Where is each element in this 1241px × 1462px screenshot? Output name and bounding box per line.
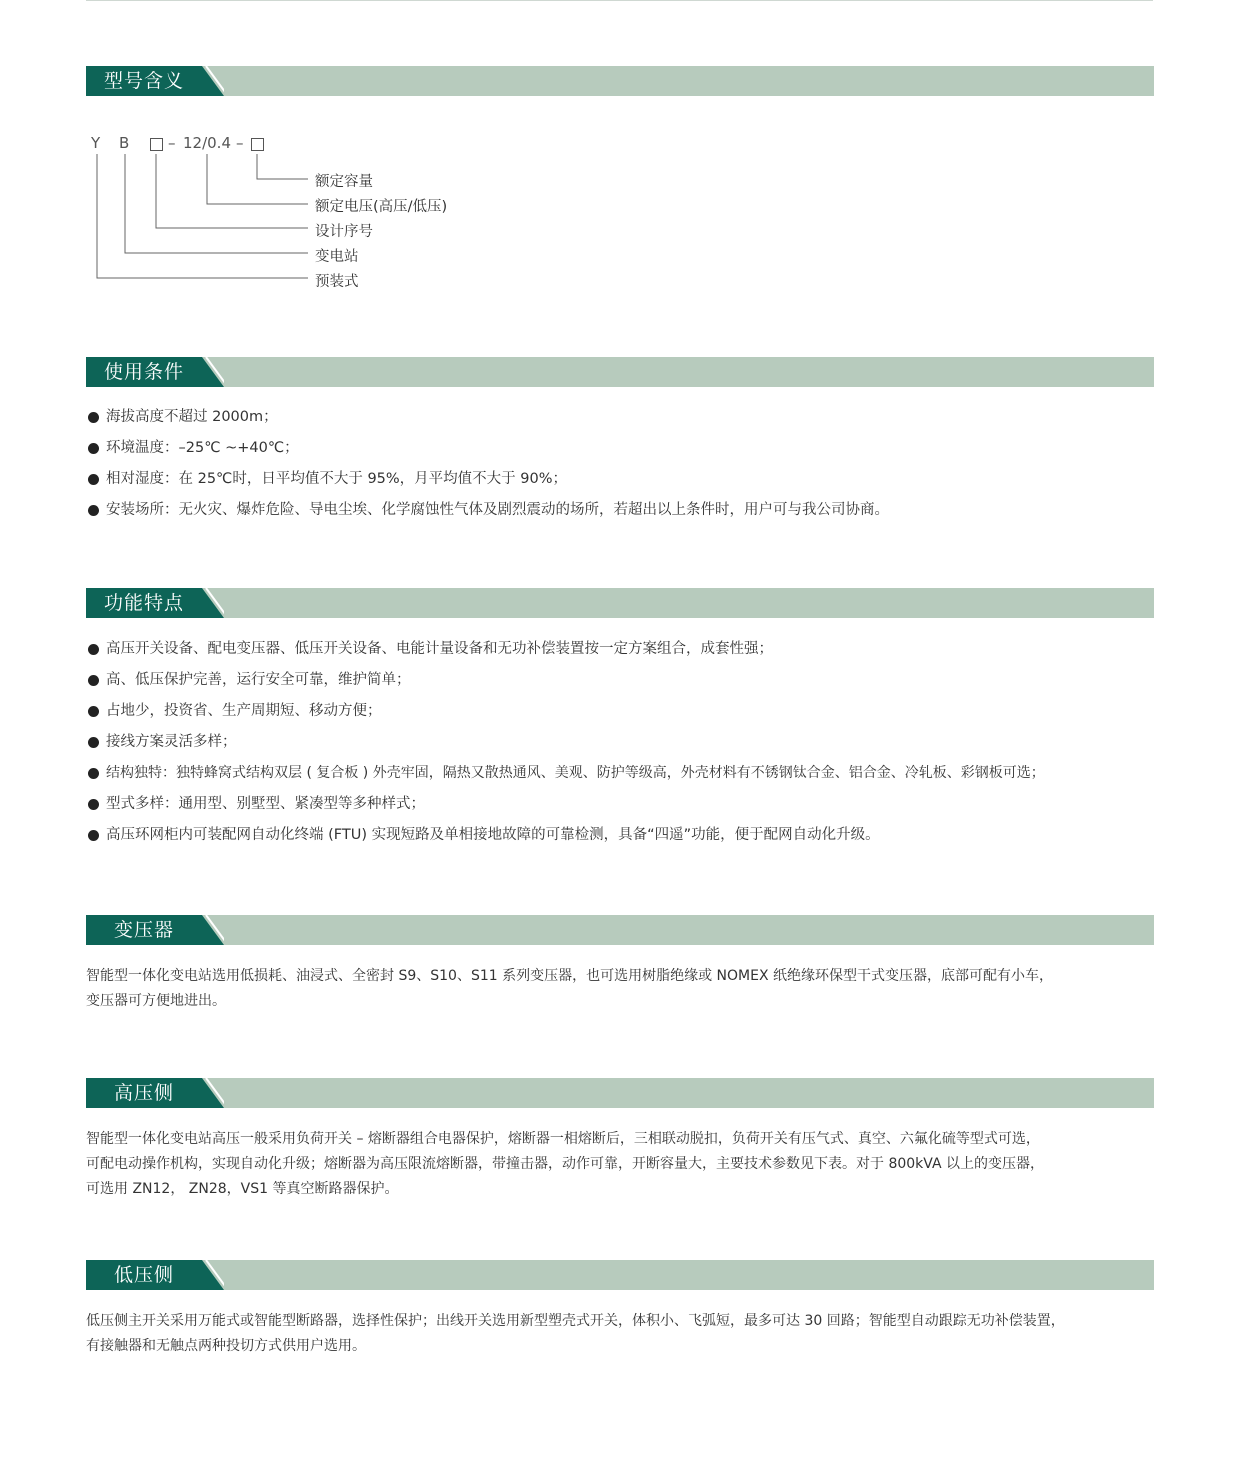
model-designation-diagram	[86, 132, 546, 302]
low-voltage-paragraph	[86, 1309, 1156, 1359]
paragraph-line: 变压器可方便地进出。	[86, 993, 226, 1009]
model-code-box-design	[150, 138, 163, 151]
transformer-paragraph	[86, 964, 1156, 1014]
model-code-dash: –	[168, 134, 176, 152]
paragraph-line: 低压侧主开关采用万能式或智能型断路器，选择性保护；出线开关选用新型塑壳式开关，体积小、飞弧短，最多可达 30 回路；智能型自动跟踪无功补偿装置，	[86, 1313, 1065, 1329]
list-item	[86, 402, 889, 433]
list-item-text: 结构独特：独特蜂窝式结构双层 ( 复合板 ) 外壳牢固，隔热又散热通风、美观、防护等级高，外壳材料有不锈钢钛合金、铝合金、冷轧板、彩钢板可选；	[106, 765, 1045, 781]
section-header-conditions	[86, 357, 1154, 387]
bullet-icon	[88, 830, 99, 841]
conditions-list	[86, 402, 889, 526]
section-title: 功能特点	[103, 592, 184, 614]
bullet-icon	[88, 443, 99, 454]
bullet-icon	[88, 737, 99, 748]
section-header-model	[86, 66, 1154, 96]
model-code-voltage: 12/0.4	[183, 134, 231, 152]
model-label-design-no: 设计序号	[315, 224, 373, 240]
list-item-text: 高压环网柜内可装配网自动化终端 (FTU) 实现短路及单相接地故障的可靠检测，具备“四遥”功能，便于配网自动化升级。	[106, 827, 880, 843]
list-item-text: 接线方案灵活多样；	[106, 734, 237, 750]
paragraph-line: 智能型一体化变电站选用低损耗、油浸式、全密封 S9、S10、S11 系列变压器，也可选用树脂绝缘或 NOMEX 纸绝缘环保型干式变压器，底部可配有小车，	[86, 968, 1054, 984]
list-item	[86, 727, 1045, 758]
bullet-icon	[88, 706, 99, 717]
model-label-substation: 变电站	[315, 249, 359, 265]
list-item-text: 安装场所：无火灾、爆炸危险、导电尘埃、化学腐蚀性气体及剧烈震动的场所，若超出以上条件时，用户可与我公司协商。	[106, 502, 889, 518]
model-code-y: Y	[91, 134, 101, 152]
paragraph-line: 可配电动操作机构，实现自动化升级；熔断器为高压限流熔断器，带撞击器，动作可靠，开断容量大，主要技术参数见下表。对于 800kVA 以上的变压器，	[86, 1156, 1044, 1172]
section-title: 变压器	[113, 919, 174, 941]
bullet-icon	[88, 644, 99, 655]
section-title: 型号含义	[103, 70, 184, 92]
model-code-dash: –	[236, 134, 244, 152]
bullet-icon	[88, 768, 99, 779]
section-header-high-voltage	[86, 1078, 1154, 1108]
list-item-text: 环境温度：–25℃ ~+40℃；	[106, 440, 299, 456]
paragraph-line: 智能型一体化变电站高压一般采用负荷开关 – 熔断器组合电器保护，熔断器一相熔断后，三相联动脱扣，负荷开关有压气式、真空、六氟化硫等型式可选，	[86, 1131, 1040, 1147]
model-code-box-capacity	[251, 138, 264, 151]
bullet-icon	[88, 799, 99, 810]
bullet-icon	[88, 505, 99, 516]
list-item-text: 海拔高度不超过 2000m；	[106, 409, 278, 425]
list-item	[86, 758, 1045, 789]
bullet-icon	[88, 474, 99, 485]
section-title: 低压侧	[113, 1264, 174, 1286]
list-item	[86, 495, 889, 526]
section-header-low-voltage	[86, 1260, 1154, 1290]
model-label-capacity: 额定容量	[315, 174, 373, 190]
bullet-icon	[88, 412, 99, 423]
section-title: 高压侧	[113, 1082, 174, 1104]
list-item	[86, 464, 889, 495]
paragraph-line: 有接触器和无触点两种投切方式供用户选用。	[86, 1338, 366, 1354]
list-item	[86, 696, 1045, 727]
model-code-b: B	[119, 134, 130, 152]
top-divider	[86, 0, 1153, 1]
list-item-text: 相对湿度：在 25℃时，日平均值不大于 95%，月平均值不大于 90%；	[106, 471, 568, 487]
section-header-transformer	[86, 915, 1154, 945]
bullet-icon	[88, 675, 99, 686]
model-label-prefab: 预装式	[315, 274, 359, 290]
model-label-voltage: 额定电压(高压/低压)	[315, 199, 448, 215]
list-item-text: 高压开关设备、配电变压器、低压开关设备、电能计量设备和无功补偿装置按一定方案组合，成套性强；	[106, 641, 773, 657]
list-item	[86, 433, 889, 464]
list-item-text: 占地少，投资省、生产周期短、移动方便；	[106, 703, 382, 719]
high-voltage-paragraph	[86, 1127, 1156, 1202]
paragraph-line: 可选用 ZN12， ZN28，VS1 等真空断路器保护。	[86, 1181, 399, 1197]
list-item	[86, 789, 1045, 820]
list-item	[86, 665, 1045, 696]
list-item	[86, 634, 1045, 665]
section-header-features	[86, 588, 1154, 618]
section-title: 使用条件	[103, 361, 184, 383]
list-item-text: 高、低压保护完善，运行安全可靠，维护简单；	[106, 672, 411, 688]
list-item-text: 型式多样：通用型、别墅型、紧凑型等多种样式；	[106, 796, 425, 812]
list-item	[86, 820, 1045, 851]
features-list	[86, 634, 1045, 851]
